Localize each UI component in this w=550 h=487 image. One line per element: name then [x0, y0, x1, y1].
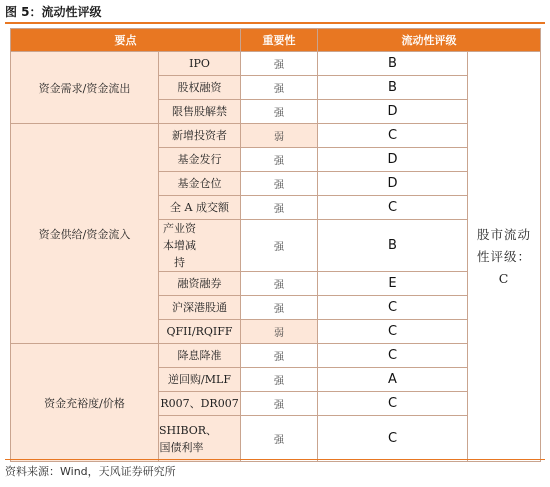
rating-cell: A — [318, 368, 468, 392]
group-label: 资金充裕度/价格 — [11, 344, 159, 462]
rating-cell: D — [318, 100, 468, 124]
importance-cell: 弱 — [241, 320, 318, 344]
rating-cell: B — [318, 52, 468, 76]
factor-cell: 降息降准 — [159, 344, 241, 368]
header-factor: 要点 — [11, 29, 241, 52]
importance-cell: 强 — [241, 196, 318, 220]
factor-text: 产业资本增减持 — [163, 222, 196, 269]
importance-cell: 强 — [241, 272, 318, 296]
header-rating: 流动性评级 — [318, 29, 541, 52]
table-header-row — [11, 29, 541, 52]
importance-cell: 弱 — [241, 124, 318, 148]
rating-cell: C — [318, 344, 468, 368]
title-rule — [5, 22, 545, 24]
source-note: 资料来源：Wind，天风证券研究所 — [5, 465, 176, 478]
importance-cell: 强 — [241, 344, 318, 368]
importance-cell: 强 — [241, 368, 318, 392]
overall-rating-text: 股市流动性评级：C — [476, 226, 531, 286]
importance-cell: 强 — [241, 416, 318, 462]
rating-cell: C — [318, 124, 468, 148]
table-row — [11, 52, 541, 76]
figure-title: 图 5：流动性评级 — [5, 5, 102, 19]
factor-cell: R007、DR007 — [159, 392, 241, 416]
liquidity-rating-table — [10, 28, 541, 462]
rating-cell: C — [318, 392, 468, 416]
rating-cell: D — [318, 148, 468, 172]
rating-cell: C — [318, 320, 468, 344]
rating-cell: D — [318, 172, 468, 196]
importance-cell: 强 — [241, 148, 318, 172]
factor-cell: IPO — [159, 52, 241, 76]
rating-cell: E — [318, 272, 468, 296]
importance-cell: 强 — [241, 76, 318, 100]
rating-cell: C — [318, 296, 468, 320]
group-label: 资金供给/资金流入 — [11, 124, 159, 344]
rating-cell: C — [318, 416, 468, 462]
importance-cell: 强 — [241, 392, 318, 416]
factor-cell: 基金仓位 — [159, 172, 241, 196]
importance-cell: 强 — [241, 296, 318, 320]
group-label: 资金需求/资金流出 — [11, 52, 159, 124]
importance-cell: 强 — [241, 172, 318, 196]
factor-cell: 沪深港股通 — [159, 296, 241, 320]
importance-cell: 强 — [241, 100, 318, 124]
factor-text: SHIBOR、国债利率 — [159, 423, 218, 454]
factor-cell: 逆回购/MLF — [159, 368, 241, 392]
importance-cell: 强 — [241, 220, 318, 272]
factor-cell — [159, 416, 241, 462]
factor-cell — [159, 220, 241, 272]
table-row — [11, 124, 541, 148]
factor-cell: 基金发行 — [159, 148, 241, 172]
rating-cell: C — [318, 196, 468, 220]
factor-cell: 融资融券 — [159, 272, 241, 296]
table-row — [11, 344, 541, 368]
rating-cell: B — [318, 76, 468, 100]
factor-cell: 限售股解禁 — [159, 100, 241, 124]
factor-cell: QFII/RQIFF — [159, 320, 241, 344]
importance-cell: 强 — [241, 52, 318, 76]
source-rule — [5, 459, 545, 460]
factor-cell: 全 A 成交额 — [159, 196, 241, 220]
rating-cell: B — [318, 220, 468, 272]
overall-rating-cell — [468, 52, 541, 462]
header-importance: 重要性 — [241, 29, 318, 52]
factor-cell: 股权融资 — [159, 76, 241, 100]
factor-cell: 新增投资者 — [159, 124, 241, 148]
